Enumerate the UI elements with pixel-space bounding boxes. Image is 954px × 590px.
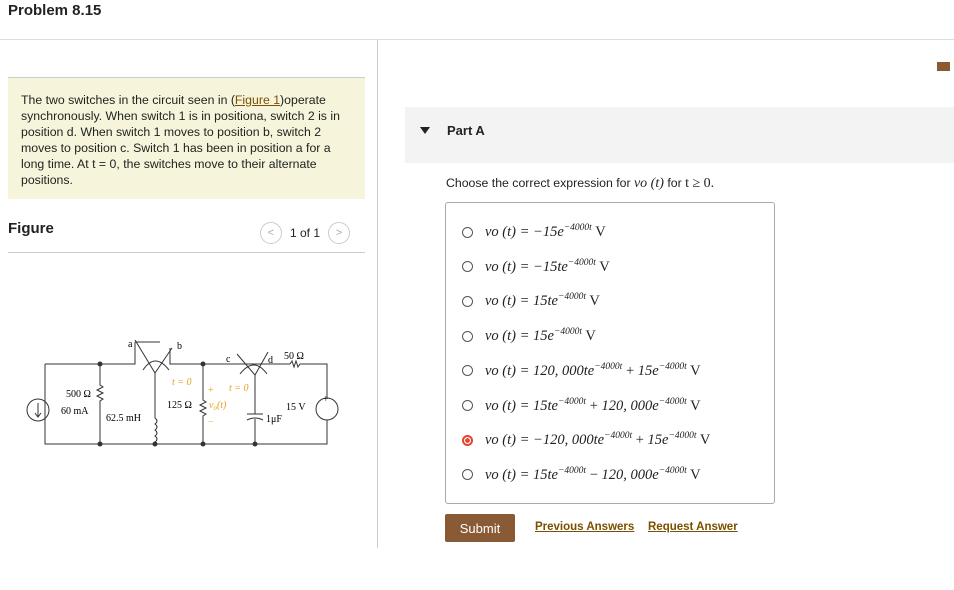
figure-pager <box>260 222 350 244</box>
radio-button[interactable] <box>462 469 473 480</box>
plus-label: + <box>323 394 329 405</box>
option-expression: vo $(t) = 15e^{-4000t}$ V <box>485 327 596 345</box>
voltage-label: 15 V <box>286 402 306 413</box>
answer-option[interactable] <box>462 397 701 415</box>
option-expression: vo (t) = −120, $000te^{-4000t} + 15e^{-4000t}$ V <box>485 431 711 449</box>
current-label: 60 mA <box>61 406 89 417</box>
option-expression: vo $(t) = 15te^{-4000t} - 120$, $000e^{-4000t}$ V <box>485 465 701 483</box>
answer-option[interactable] <box>462 258 610 276</box>
option-expression: vo $(t) = -15te^{-4000t}$ V <box>485 257 610 275</box>
node-b: b <box>177 341 182 352</box>
radio-button[interactable] <box>462 227 473 238</box>
r3-label: 50 Ω <box>284 351 304 362</box>
node-a: a <box>128 339 133 350</box>
r2-label: 125 Ω <box>167 400 192 411</box>
answer-option[interactable] <box>462 431 710 449</box>
next-figure-button[interactable]: > <box>328 222 350 244</box>
figure-label: Figure <box>8 220 54 237</box>
question-text: Choose the correct expression for vo (t) for t ≥ 0. <box>446 176 715 191</box>
circuit-diagram <box>0 330 370 460</box>
problem-text: The two switches in the circuit seen in ( <box>21 93 235 107</box>
part-title: Part A <box>447 123 485 138</box>
divider <box>0 39 954 40</box>
option-expression: vo $(t) = 15te^{-4000t}$ V <box>485 292 600 310</box>
problem-statement <box>8 77 365 199</box>
option-expression: vo $(t) = -15e^{-4000t}$ V <box>485 223 606 240</box>
page-title: Problem 8.15 <box>8 2 102 19</box>
radio-button[interactable] <box>462 296 473 307</box>
radio-button[interactable] <box>462 435 473 446</box>
answer-option[interactable] <box>462 362 701 380</box>
minus-label: − <box>208 417 214 428</box>
problem-text: )operate synchronously. When switch 1 is in positiona, switch 2 is in position d. When switch 1 moves to position b, switch 2 moves to position c. Switch 1 has been in position a for a long time. At t = 0, the switches move to their alternate positions. <box>21 93 340 187</box>
submit-button[interactable]: Submit <box>445 514 515 542</box>
answer-option[interactable] <box>462 292 600 310</box>
vo-label: $v_o(t)$ <box>209 400 227 412</box>
capacitor-label: 1μF <box>266 414 282 425</box>
node-c: c <box>226 354 231 365</box>
prev-figure-button[interactable]: < <box>260 222 282 244</box>
node-d: d <box>268 355 273 366</box>
inductor-label: 62.5 mH <box>106 413 141 424</box>
previous-answers-link[interactable]: Previous Answers <box>535 521 635 533</box>
plus-label: + <box>208 385 214 396</box>
switch2-time-label: t = 0 <box>229 383 249 394</box>
divider <box>8 252 365 253</box>
part-header[interactable] <box>405 107 954 163</box>
answer-option[interactable] <box>462 223 606 241</box>
option-expression: vo (t) = 120, $000te^{-4000t} + 15e^{-4000t}$ V <box>485 361 701 379</box>
figure-link[interactable]: Figure 1 <box>234 93 281 107</box>
book-icon[interactable] <box>937 62 950 71</box>
r1-label: 500 Ω <box>66 389 91 400</box>
radio-button[interactable] <box>462 331 473 342</box>
answer-option[interactable] <box>462 466 701 484</box>
switch1-time-label: t = 0 <box>172 377 192 388</box>
radio-button[interactable] <box>462 365 473 376</box>
option-expression: vo $(t) = 15te^{-4000t} + 120$, $000e^{-4000t}$ V <box>485 396 701 414</box>
divider <box>377 40 378 548</box>
answer-option[interactable] <box>462 327 596 345</box>
radio-button[interactable] <box>462 400 473 411</box>
answer-options <box>445 202 775 504</box>
collapse-triangle-icon[interactable] <box>420 127 430 134</box>
request-answer-link[interactable]: Request Answer <box>648 521 738 533</box>
pager-text: 1 of 1 <box>290 226 321 240</box>
radio-button[interactable] <box>462 261 473 272</box>
